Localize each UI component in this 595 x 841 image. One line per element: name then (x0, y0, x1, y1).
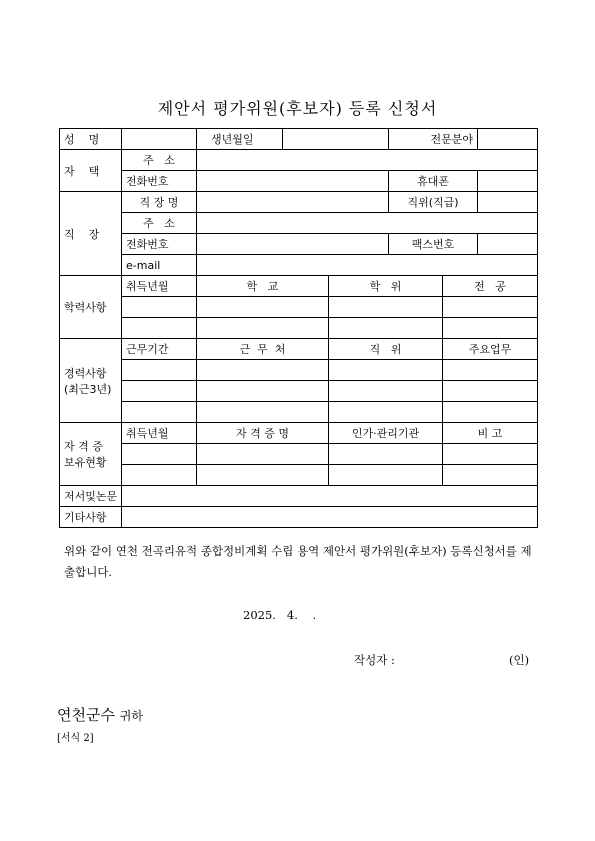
edu-cell[interactable] (197, 297, 329, 318)
name-field[interactable] (122, 129, 197, 150)
edu-cell[interactable] (329, 297, 443, 318)
fax-label: 팩스번호 (389, 234, 478, 255)
cert-cell[interactable] (443, 465, 538, 486)
career-label (60, 339, 122, 423)
submission-date: 2025. 4. . (243, 608, 317, 622)
edu-cell[interactable] (122, 318, 197, 339)
work-phone-label: 전화번호 (122, 234, 197, 255)
form-number: [서식 2] (57, 733, 94, 744)
name-label: 성 명 (60, 129, 122, 150)
other-field[interactable] (122, 507, 538, 528)
career-cell[interactable] (122, 402, 197, 423)
recipient-name: 연천군수 (57, 706, 115, 724)
seal-mark: (인) (509, 653, 530, 667)
field-field[interactable] (478, 129, 538, 150)
home-address-field[interactable] (197, 150, 538, 171)
cert-cell[interactable] (122, 465, 197, 486)
declaration-text: 위와 같이 연천 전곡리유적 종합정비계획 수립 용역 제안서 평가위원(후보자) 등록신청서를 제출합니다. (64, 544, 532, 579)
field-label: 전문분야 (389, 129, 478, 150)
application-form-table (59, 128, 538, 528)
edu-cell[interactable] (329, 318, 443, 339)
cert-label-line1: 자 격 증 (64, 440, 103, 453)
edu-cell[interactable] (122, 297, 197, 318)
birth-label: 생년월일 (197, 129, 283, 150)
papers-field[interactable] (122, 486, 538, 507)
cert-label-line2: 보유현황 (64, 456, 107, 469)
career-cell[interactable] (122, 360, 197, 381)
workplace-field[interactable] (197, 192, 389, 213)
career-cell[interactable] (443, 402, 538, 423)
home-phone-field[interactable] (197, 171, 389, 192)
career-header-duty: 주요업무 (443, 339, 538, 360)
cert-cell[interactable] (329, 444, 443, 465)
career-cell[interactable] (329, 402, 443, 423)
birth-field[interactable] (283, 129, 389, 150)
career-cell[interactable] (443, 360, 538, 381)
education-label: 학력사항 (60, 276, 122, 339)
position-field[interactable] (478, 192, 538, 213)
career-cell[interactable] (329, 360, 443, 381)
edu-cell[interactable] (197, 318, 329, 339)
email-field[interactable] (197, 255, 538, 276)
edu-header-degree: 학 위 (329, 276, 443, 297)
cert-cell[interactable] (197, 465, 329, 486)
career-cell[interactable] (443, 381, 538, 402)
cert-cell[interactable] (329, 465, 443, 486)
career-cell[interactable] (197, 402, 329, 423)
work-phone-field[interactable] (197, 234, 389, 255)
career-label-line2: (최근3년) (64, 382, 112, 396)
career-header-workplace: 근 무 처 (197, 339, 329, 360)
home-address-label: 주 소 (122, 150, 197, 171)
home-phone-label: 전화번호 (122, 171, 197, 192)
home-label: 자 택 (60, 150, 122, 192)
career-header-period: 근무기간 (122, 339, 197, 360)
cert-header-remarks: 비 고 (443, 423, 538, 444)
signer-label: 작성자 : (354, 653, 395, 667)
work-address-field[interactable] (197, 213, 538, 234)
email-label: e-mail (122, 255, 197, 276)
career-cell[interactable] (329, 381, 443, 402)
mobile-label: 휴대폰 (389, 171, 478, 192)
mobile-field[interactable] (478, 171, 538, 192)
cert-header-date: 취득년월 (122, 423, 197, 444)
cert-cell[interactable] (443, 444, 538, 465)
career-label-line1: 경력사항 (64, 366, 107, 380)
position-label: 직위(직급) (389, 192, 478, 213)
cert-cell[interactable] (122, 444, 197, 465)
cert-cell[interactable] (197, 444, 329, 465)
edu-header-major: 전 공 (443, 276, 538, 297)
career-cell[interactable] (197, 360, 329, 381)
form-title: 제안서 평가위원(후보자) 등록 신청서 (157, 99, 438, 118)
papers-label: 저서및논문 (60, 486, 122, 507)
edu-header-date: 취득년월 (122, 276, 197, 297)
workplace-label: 직 장 명 (122, 192, 197, 213)
certificate-label (60, 423, 122, 486)
other-label: 기타사항 (60, 507, 122, 528)
edu-cell[interactable] (443, 318, 538, 339)
edu-header-school: 학 교 (197, 276, 329, 297)
edu-cell[interactable] (443, 297, 538, 318)
career-header-position: 직 위 (329, 339, 443, 360)
fax-field[interactable] (478, 234, 538, 255)
recipient (57, 704, 143, 725)
cert-header-name: 자 격 증 명 (197, 423, 329, 444)
work-address-label: 주 소 (122, 213, 197, 234)
career-cell[interactable] (197, 381, 329, 402)
work-label: 직 장 (60, 192, 122, 276)
career-cell[interactable] (122, 381, 197, 402)
recipient-suffix: 귀하 (119, 709, 143, 723)
cert-header-agency: 인가·관리기관 (329, 423, 443, 444)
